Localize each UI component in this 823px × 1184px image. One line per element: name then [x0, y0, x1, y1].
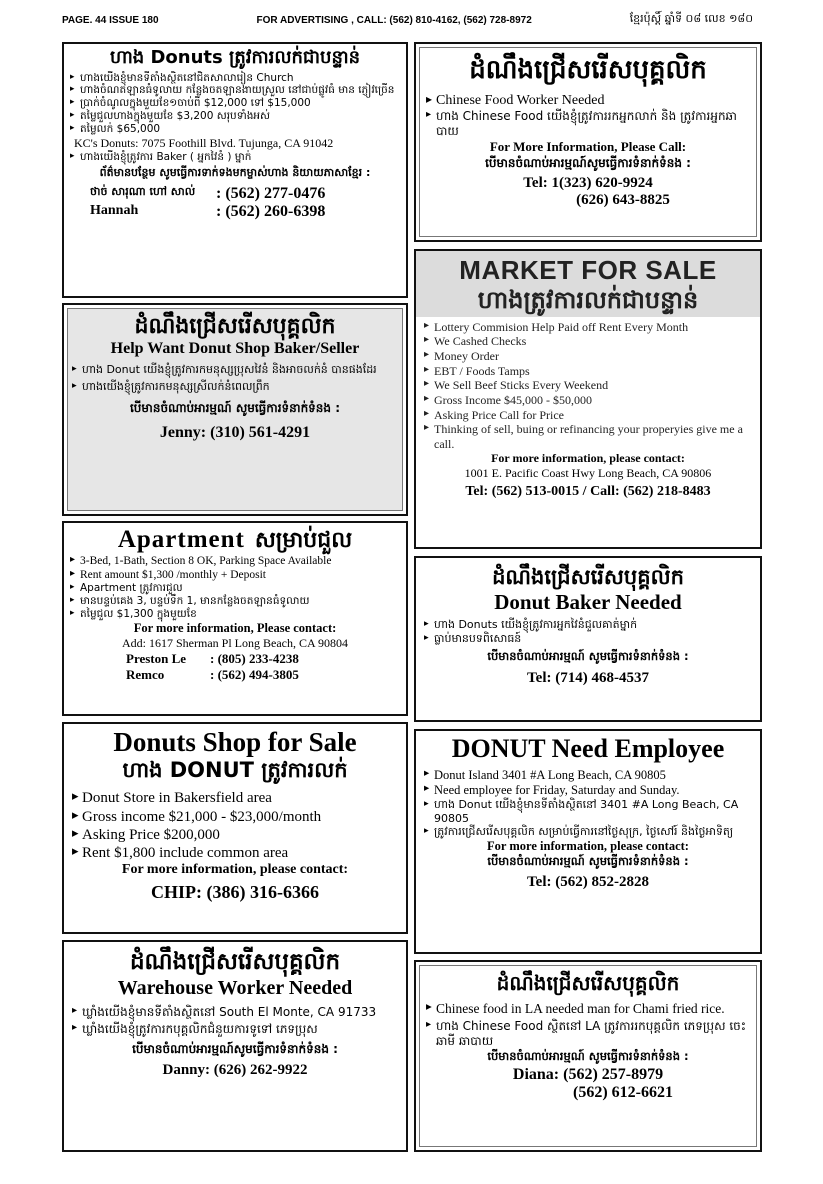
list-item: ▸ តម្លៃជួលហាងក្នុងមួយខែ $3,200 សរុបទាំងអស់ [70, 110, 400, 123]
list-item: ▸ We Sell Beef Sticks Every Weekend [424, 378, 752, 393]
ad-warehouse-worker [62, 940, 408, 1152]
contact-row [126, 667, 400, 683]
list-item: ▸ Asking Price $200,000 [72, 826, 398, 844]
contact-khmer: បើមានចំណាប់អារម្មណ៍ សូមធ្វើការទំនាក់ទំនង : [129, 400, 341, 415]
list-item: ▸ Chinese food in LA needed man for Chami fried rice. [426, 1001, 750, 1017]
ad-donuts-shop-for-sale [62, 722, 408, 934]
list-item: ▸ ហាងយើងខ្ញុំមានទីតាំងស្ថិតនៅជិតសាលារៀន Church [70, 72, 400, 85]
ad-title: ហាង Donuts ត្រូវការលក់ជាបន្ទាន់ [109, 47, 361, 68]
more-info: For More Information, Please Call: [489, 138, 687, 154]
contact-name: ថាច់ សារុណា ហៅ សាល់ [90, 185, 196, 199]
list-item: ▸ Need employee for Friday, Saturday and Sunday. [424, 783, 752, 798]
list-item: ▸ We Cashed Checks [424, 334, 752, 349]
list-item: ▸ ឃ្លាំងយើងខ្ញុំត្រូវការកបុគ្គលិកជំនួយការទូទៅ ភេទប្រុស [72, 1022, 398, 1037]
contact-phone: : (562) 260-6398 [216, 203, 326, 221]
ad-items [70, 72, 400, 136]
page-number: PAGE. 44 [62, 14, 107, 26]
ad-body [416, 317, 760, 504]
ad-donuts-for-sale [62, 42, 408, 298]
ad-address: KC's Donuts: 7075 Foothill Blvd. Tujunga, CA 91042 [74, 135, 334, 150]
contact-khmer: បើមានចំណាប់អារម្មណ៍ សូមធ្វើការទំនាក់ទំនង : [487, 1048, 689, 1063]
ad-title: ដំណឹងជ្រើសរើសបុគ្គលិក [496, 971, 680, 995]
list-item: ▸ Gross Income $45,000 - $50,000 [424, 393, 752, 408]
ad-chinese-food-worker [414, 42, 762, 242]
list-item: ▸ Donut Store in Bakersfield area [72, 789, 398, 807]
phone: Tel: (562) 513-0015 / Call: (562) 218-8483 [465, 484, 711, 500]
list-item: ▸ ហាង Donut យើងខ្ញុំត្រូវការកមនុស្សប្រុសវៃនំ និងអាចលក់នំ បានផងដែរ [72, 363, 398, 376]
phone-1: Tel: 1(323) 620-9924 [523, 174, 653, 191]
ad-title: ដំណឹងជ្រើសរើសបុគ្គលិក [469, 55, 707, 85]
more-info: For more information, please contact: [487, 838, 689, 853]
more-info: For more information, please contact: [491, 451, 685, 466]
ad-title: ដំណឹងជ្រើសរើសបុគ្គលិក [129, 949, 341, 975]
contact-row [70, 203, 400, 221]
phone: Tel: (714) 468-4537 [527, 670, 649, 687]
ad-donut-need-employee [414, 729, 762, 954]
banner-title: MARKET FOR SALE [459, 255, 717, 285]
ad-items [426, 1001, 750, 1049]
contact-phone: : (562) 494-3805 [210, 666, 299, 682]
list-item: ▸ Lottery Commision Help Paid off Rent Every Month [424, 320, 752, 335]
list-item: ▸ មានបន្ទប់គេង 3, បន្ទប់ទឹក 1, មានកន្លែងចតឡានធំទូលាយ [70, 595, 400, 608]
contact-row [70, 185, 400, 203]
list-item: ▸ Rent amount $1,300 /monthly + Deposit [70, 568, 400, 582]
contact-phone: : (562) 277-0476 [216, 185, 326, 203]
contact-name: Preston Le [126, 650, 187, 666]
list-item: ▸ ហាងយើងខ្ញុំត្រូវការ Baker ( អ្នកវៃនំ ) ម្នាក់ [70, 151, 400, 164]
list-item: ▸ Donut Island 3401 #A Long Beach, CA 90805 [424, 768, 752, 783]
banner [416, 251, 760, 317]
ad-title: Donuts Shop for Sale [113, 727, 357, 757]
ad-subtitle: Help Want Donut Shop Baker/Seller [110, 340, 360, 358]
more-info: For more information, Please contact: [133, 620, 337, 635]
ad-items [70, 151, 400, 164]
issue-number: ISSUE 180 [109, 14, 159, 26]
ad-title-km: សម្រាប់ជួល [254, 528, 353, 553]
contact-phone: : (805) 233-4238 [210, 650, 299, 666]
ad-title: DONUT Need Employee [451, 734, 725, 763]
phone-2: (562) 612-6621 [573, 1083, 673, 1101]
ad-title: ដំណឹងជ្រើសរើសបុគ្គលិក [492, 565, 684, 589]
list-item: ▸ ហាង Chinese Food ស្ថិតនៅ LA ត្រូវការរកបុគ្គលិក ភេទប្រុស ចេះឆាមី ឆាបាយ [426, 1019, 750, 1048]
ad-apartment-rent [62, 521, 408, 716]
contact-khmer: បើមានចំណាប់អារម្មណ៍សូមធ្វើការទំនាក់ទំនង : [485, 155, 691, 170]
page-header [62, 8, 753, 32]
list-item: ▸ Gross income $21,000 - $23,000/month [72, 808, 398, 826]
ad-title [70, 526, 400, 554]
ad-subtitle: Donut Baker Needed [494, 590, 682, 615]
ad-items [72, 789, 398, 862]
phone: Danny: (626) 262-9922 [162, 1061, 308, 1078]
contact-list [70, 651, 400, 683]
ad-items [426, 92, 750, 138]
ad-chinese-food-la [414, 960, 762, 1152]
phone: Jenny: (310) 561-4291 [159, 423, 311, 441]
contact-khmer: បើមានចំណាប់អារម្មណ៍ សូមធ្វើការទំនាក់ទំនង : [487, 853, 689, 868]
ad-items [70, 554, 400, 620]
phone: Tel: (562) 852-2828 [527, 873, 649, 890]
list-item: ▸ Rent $1,800 include common area [72, 844, 398, 862]
list-item: ▸ ធ្លាប់មានបទពិសោធន៍ [424, 632, 752, 645]
list-item: ▸ ហាង Chinese Food យើងខ្ញុំត្រូវការរកអ្នកលាក់ និង ត្រូវការអ្នកឆាបាយ [426, 109, 750, 138]
list-item: ▸ Chinese Food Worker Needed [426, 92, 750, 109]
list-item: ▸ តម្លៃលក់ $65,000 [70, 123, 400, 136]
contact-row [126, 651, 400, 667]
list-item: ▸ 3-Bed, 1-Bath, Section 8 OK, Parking Space Available [70, 554, 400, 568]
contact-name: Hannah [90, 203, 139, 219]
ad-items [424, 320, 752, 452]
ad-address: 1001 E. Pacific Coast Hwy Long Beach, CA 90806 [464, 466, 712, 481]
ad-title: ដំណឹងជ្រើសរើសបុគ្គលិក [134, 314, 336, 339]
list-item: ▸ ហាង Donuts យើងខ្ញុំត្រូវការអ្នកវៃនំជួលគាត់ម្នាក់ [424, 618, 752, 631]
phone-2: (626) 643-8825 [576, 191, 670, 208]
contact-list [70, 185, 400, 221]
ad-market-for-sale [414, 249, 762, 549]
list-item: ▸ EBT / Foods Tamps [424, 364, 752, 379]
ad-items [424, 768, 752, 839]
header-issue-khmer: ខ្មែរប៉ុស្តិ៍ ឆ្នាំទី ០៨ លេខ ១៨០ [629, 12, 753, 25]
ad-items [424, 618, 752, 645]
ad-donut-baker-seller [62, 303, 408, 516]
advertising-line: FOR ADVERTISING , CALL: (562) 810-4162, (562) 728-8972 [256, 14, 532, 26]
ad-address: Add: 1617 Sherman Pl Long Beach, CA 90804 [122, 635, 348, 650]
ad-info: ព័ត៌មានបន្ថែម សូមធ្វើការទាក់ទងមកម្ចាស់ហាង និយាយភាសាខ្មែរ : [99, 166, 371, 180]
more-info: For more information, please contact: [121, 862, 349, 878]
phone: CHIP: (386) 316-6366 [151, 882, 319, 903]
list-item: ▸ ហាងយើងខ្ញុំត្រូវការកមនុស្សស្រីលក់នំពេលព្រឹក [72, 380, 398, 393]
list-item: ▸ Thinking of sell, buing or refinancing your properyies give me a call. [424, 422, 752, 451]
list-item: ▸ ត្រូវការជ្រើសរើសបុគ្គលិក សម្រាប់ធ្វើការនៅថ្ងៃសុក្រ, ថ្ងៃសៅរ៍ និងថ្ងៃអាទិត្យ [424, 825, 752, 838]
list-item: ▸ ប្រាក់ចំណូលក្នុងមួយខែ១ចាប់ពី $12,000 ទៅ $15,000 [70, 97, 400, 110]
ad-subtitle: ហាង DONUT ត្រូវការលក់ [122, 758, 348, 783]
list-item: ▸ Asking Price Call for Price [424, 408, 752, 423]
header-left [62, 15, 159, 26]
ad-subtitle: Warehouse Worker Needed [117, 976, 353, 999]
phone-1: Diana: (562) 257-8979 [512, 1065, 664, 1083]
list-item: ▸ ហាងចំណតឡានធំទូលាយ កន្លែងចតឡានងាយស្រួល នៅជាប់ផ្លូវធំ មាន ភ្ញៀវច្រើន [70, 84, 400, 97]
contact-khmer: បើមានចំណាប់អារម្មណ៍សូមធ្វើការទំនាក់ទំនង : [132, 1041, 338, 1056]
ad-donut-baker-needed [414, 556, 762, 722]
list-item: ▸ Money Order [424, 349, 752, 364]
ad-items [72, 1005, 398, 1037]
list-item: ▸ ឃ្លាំងយើងខ្ញុំមានទីតាំងស្ថិតនៅ South El Monte, CA 91733 [72, 1005, 398, 1020]
banner-subtitle: ហាងត្រូវការលក់ជាបន្ទាន់ [477, 286, 699, 314]
ad-items [72, 363, 398, 394]
list-item: ▸ តម្លៃជួល $1,300 ក្នុងមួយខែ [70, 608, 400, 621]
contact-name: Remco [126, 666, 165, 682]
contact-khmer: បើមានចំណាប់អារម្មណ៍ សូមធ្វើការទំនាក់ទំនង : [487, 649, 689, 664]
ad-title-en: Apartment [117, 526, 245, 553]
list-item: ▸ ហាង Donut យើងខ្ញុំមានទីតាំងស្ថិតនៅ 3401 #A Long Beach, CA 90805 [424, 798, 752, 825]
list-item: ▸ Apartment ត្រូវការជួល [70, 582, 400, 595]
